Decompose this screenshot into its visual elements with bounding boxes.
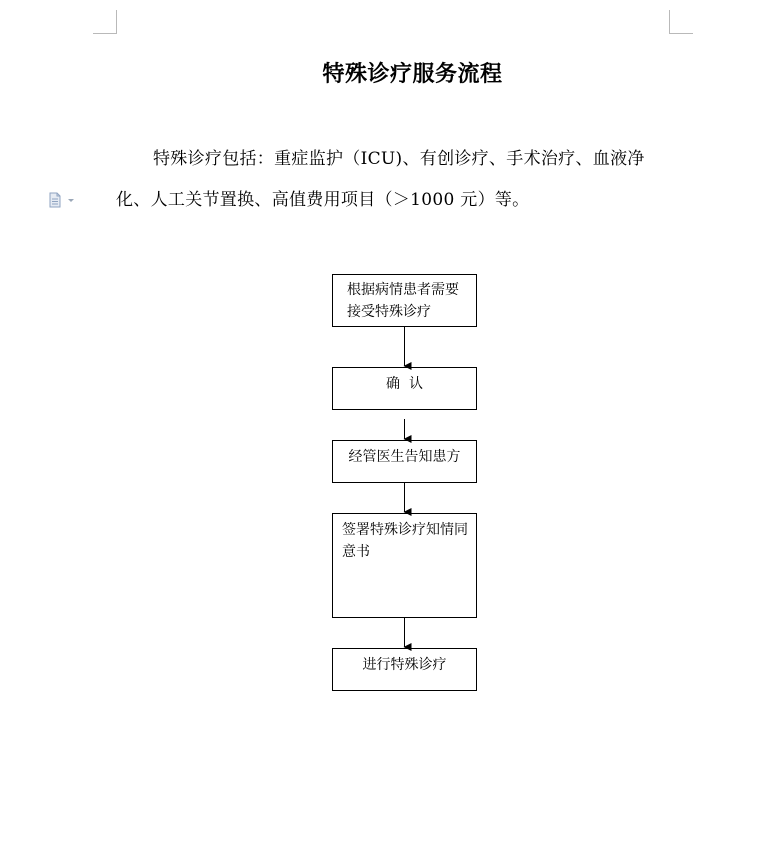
- flow-step-2-text: 确 认: [386, 376, 423, 392]
- flow-step-4-text: 签署特殊诊疗知情同意书: [342, 522, 468, 560]
- document-title-text: 特殊诊疗服务流程: [322, 62, 503, 87]
- paragraph-line-2: 化、人工关节置换、高值费用项目（＞1000 元）等。: [116, 190, 530, 210]
- paragraph-line-1: 特殊诊疗包括：重症监护（ICU)、有创诊疗、手术治疗、血液净: [153, 149, 645, 169]
- flow-step-3-text: 经管医生告知患方: [348, 449, 461, 465]
- flow-step-5-text: 进行特殊诊疗: [362, 657, 447, 673]
- flow-step-1-text: 根据病情患者需要接受特殊诊疗: [347, 282, 459, 320]
